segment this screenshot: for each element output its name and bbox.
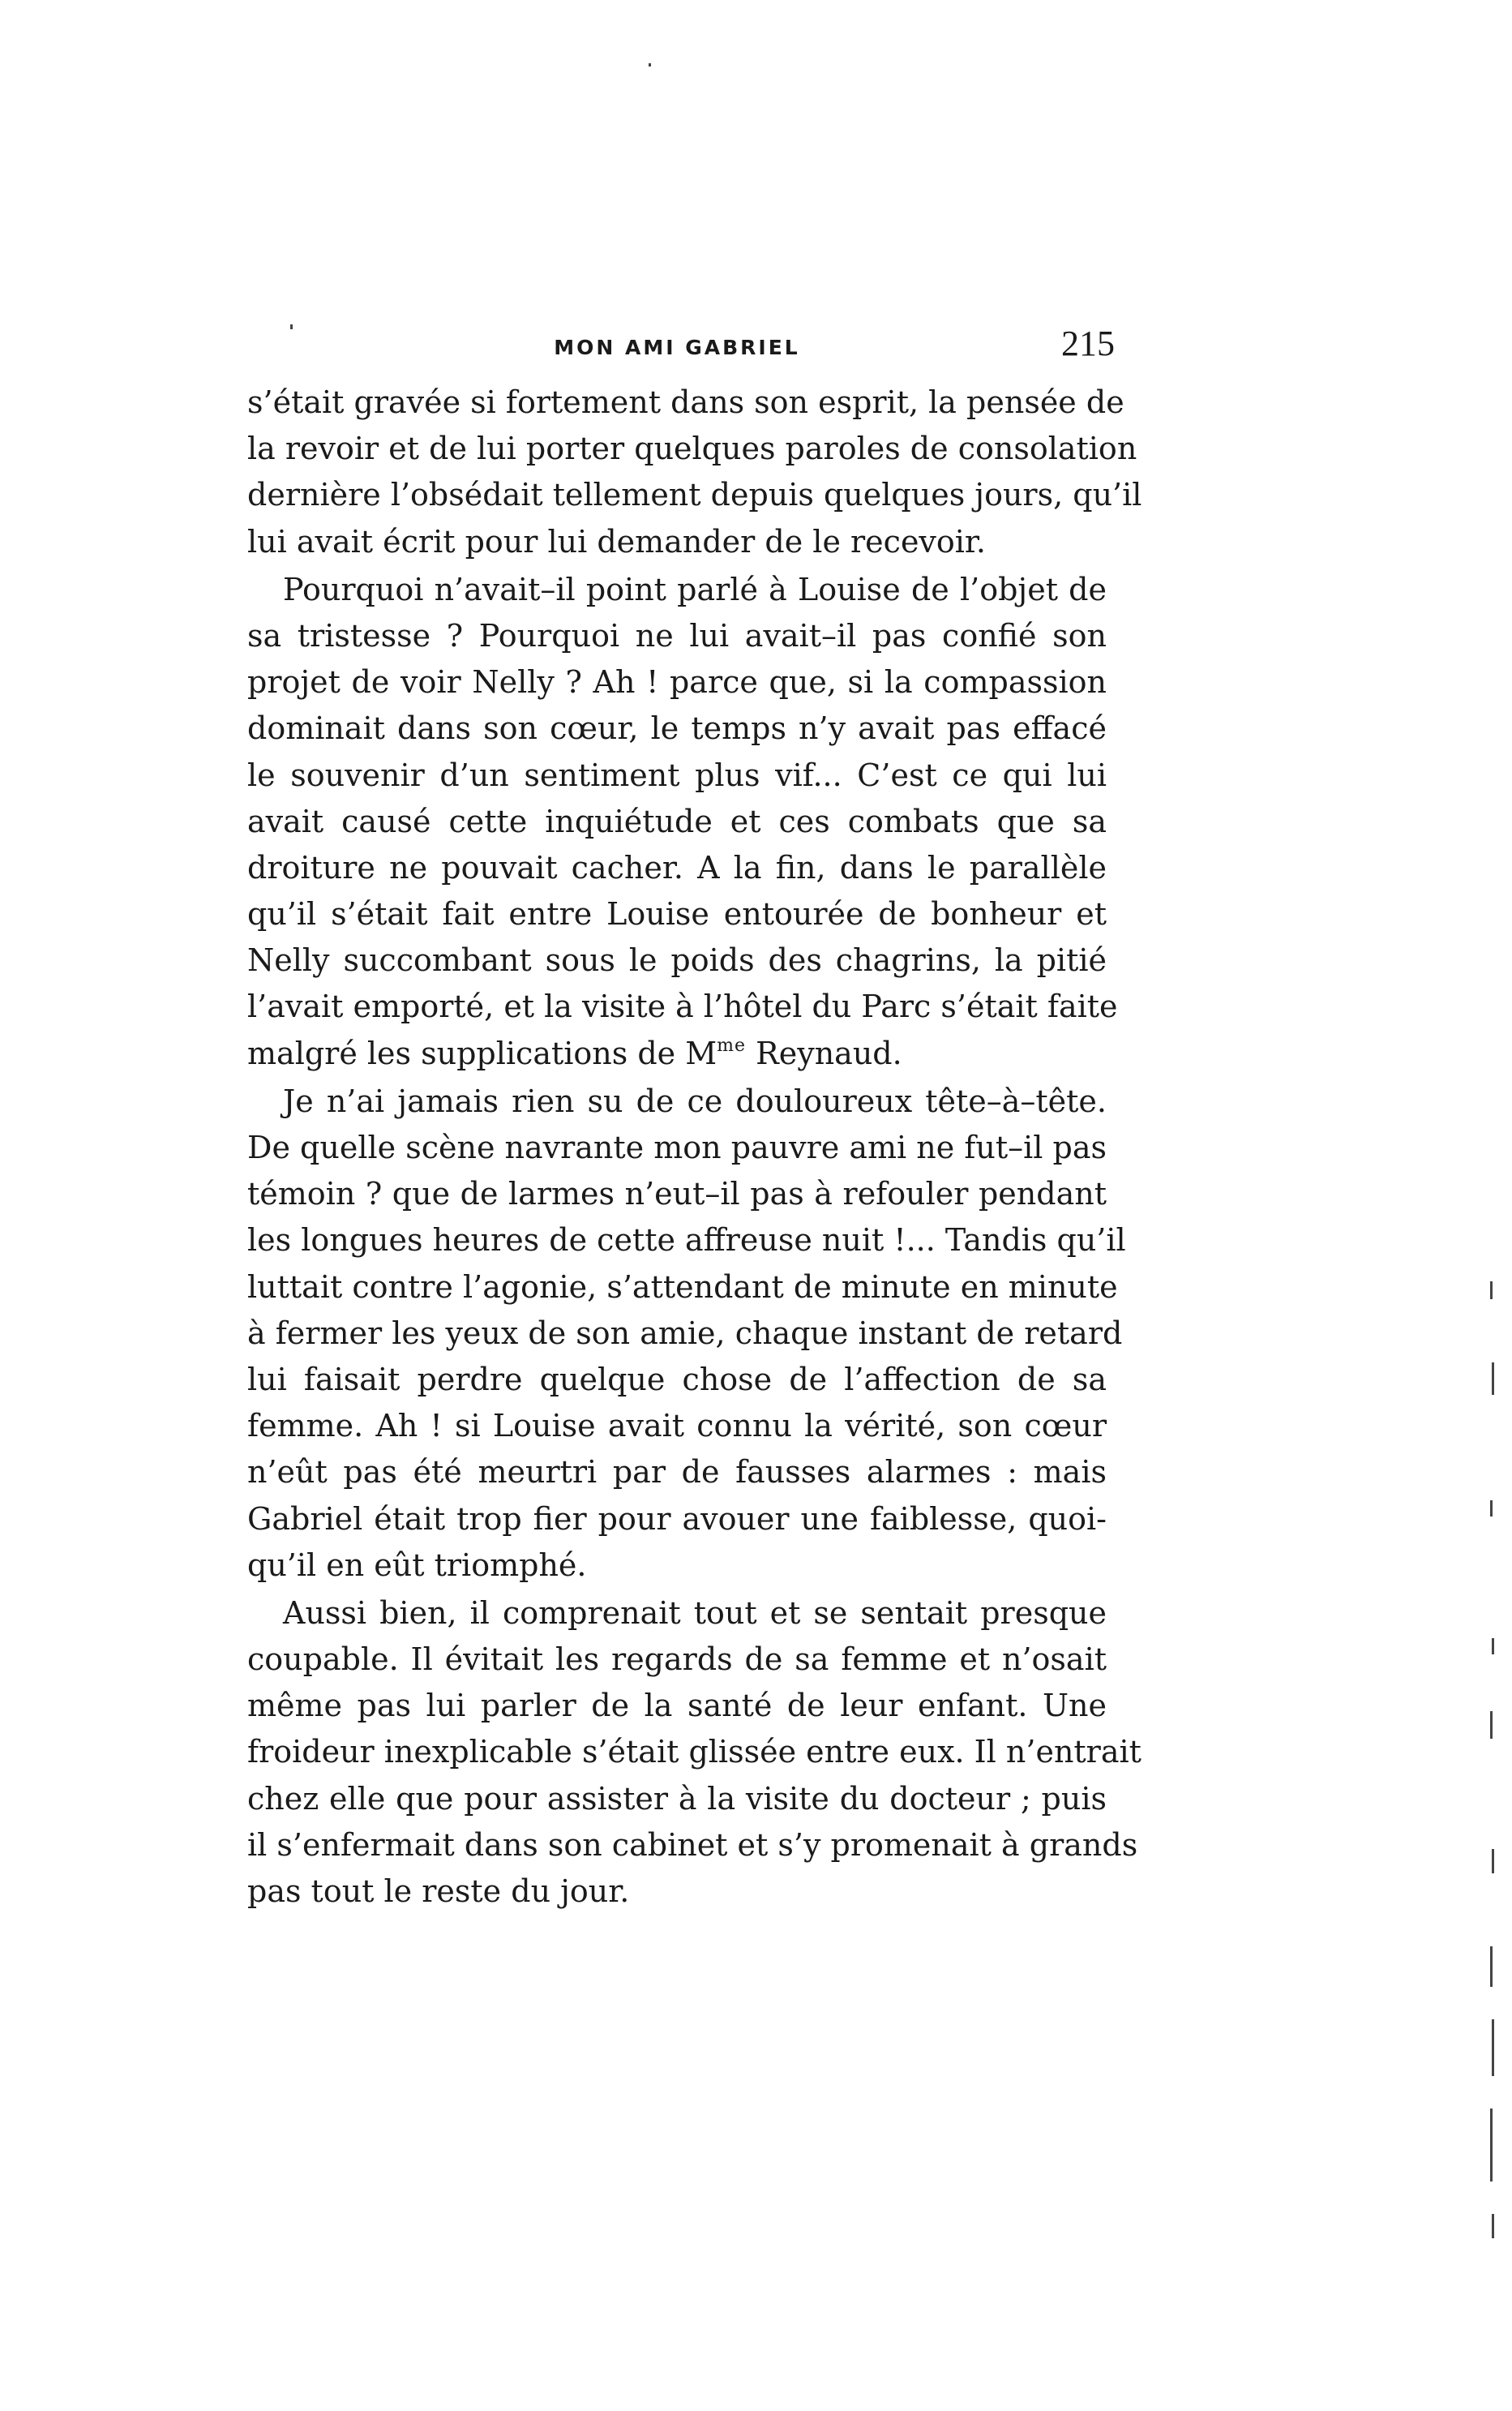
text-line: il s’enfermait dans son cabinet et s’y promenait à grands [247,1826,1138,1863]
scan-mark [1490,1946,1493,1987]
scan-mark [1492,1362,1494,1395]
text-line: qu’il s’était fait entre Louise entourée de bonheur et [247,896,1107,933]
text-line: avait causé cette inquiétude et ces combats que sa [247,803,1107,839]
text-line: luttait contre l’agonie, s’attendant de minute en minute [247,1268,1118,1305]
text-line: Gabriel était trop fier pour avouer une faiblesse, quoi- [247,1500,1107,1537]
scan-mark [649,63,651,66]
scan-mark [290,324,293,329]
text-line: dominait dans son cœur, le temps n’y avait pas effacé [247,710,1107,747]
text-line: chez elle que pour assister à la visite du docteur ; puis [247,1780,1107,1817]
text-line: à fermer les yeux de son amie, chaque instant de retard [247,1315,1123,1351]
text-line: l’avait emporté, et la visite à l’hôtel du Parc s’était faite [247,989,1118,1025]
text-line: froideur inexplicable s’était glissée entre eux. Il n’entrait [247,1734,1141,1770]
text-line: la revoir et de lui porter quelques paroles de consolation [247,431,1137,467]
scan-mark [1490,1281,1493,1299]
text-line: n’eût pas été meurtri par de fausses alarmes : mais [247,1454,1107,1491]
running-title: MON AMI GABRIEL [554,336,800,359]
text-line: même pas lui parler de la santé de leur enfant. Une [247,1688,1107,1724]
text-line: Nelly succombant sous le poids des chagrins, la pitié [247,942,1107,979]
text-line: Je n’ai jamais rien su de ce douloureux tête–à–tête. [283,1083,1107,1119]
text-line: coupable. Il évitait les regards de sa femme et n’osait [247,1641,1107,1678]
scan-mark [1492,2019,1494,2076]
text-line: pas tout le reste du jour. [247,1873,630,1909]
text-line: témoin ? que de larmes n’eut–il pas à refouler pendant [247,1176,1107,1212]
running-head [247,323,1115,371]
superscript: me [717,1035,747,1056]
scan-mark [1490,2109,1493,2181]
text-line: qu’il en eût triomphé. [247,1547,587,1583]
text-line: s’était gravée si fortement dans son esprit, la pensée de [247,384,1124,420]
text-line: droiture ne pouvait cacher. A la fin, dans le parallèle [247,849,1107,886]
text-line: De quelle scène navrante mon pauvre ami ne fut–il pas [247,1130,1107,1165]
scan-mark [1492,1849,1494,1873]
text-fragment: Reynaud. [746,1035,902,1071]
page-number: 215 [1061,324,1115,363]
text-line: les longues heures de cette affreuse nuit !... Tandis qu’il [247,1222,1126,1259]
text-line: Pourquoi n’avait–il point parlé à Louise de l’objet de [283,571,1107,607]
text-line: Aussi bien, il comprenait tout et se sentait presque [283,1594,1107,1631]
text-line: sa tristesse ? Pourquoi ne lui avait–il pas confié son [247,617,1107,654]
scan-mark [1490,1711,1493,1739]
text-line: femme. Ah ! si Louise avait connu la vérité, son cœur [247,1408,1107,1444]
text-line: projet de voir Nelly ? Ah ! parce que, si la compassion [247,664,1107,701]
text-line: le souvenir d’un sentiment plus vif... C’est ce qui lui [247,757,1107,793]
text-fragment: malgré les supplications de M [247,1035,717,1071]
text-line: lui avait écrit pour lui demander de le recevoir. [247,523,986,560]
text-line [247,1031,1107,1077]
scan-mark [1492,2214,1494,2238]
text-line: lui faisait perdre quelque chose de l’affection de sa [247,1361,1107,1397]
body-text [247,380,1142,1915]
scan-mark [1492,1638,1494,1654]
text-line: dernière l’obsédait tellement depuis quelques jours, qu’il [247,477,1142,513]
scan-mark [1490,1500,1493,1517]
